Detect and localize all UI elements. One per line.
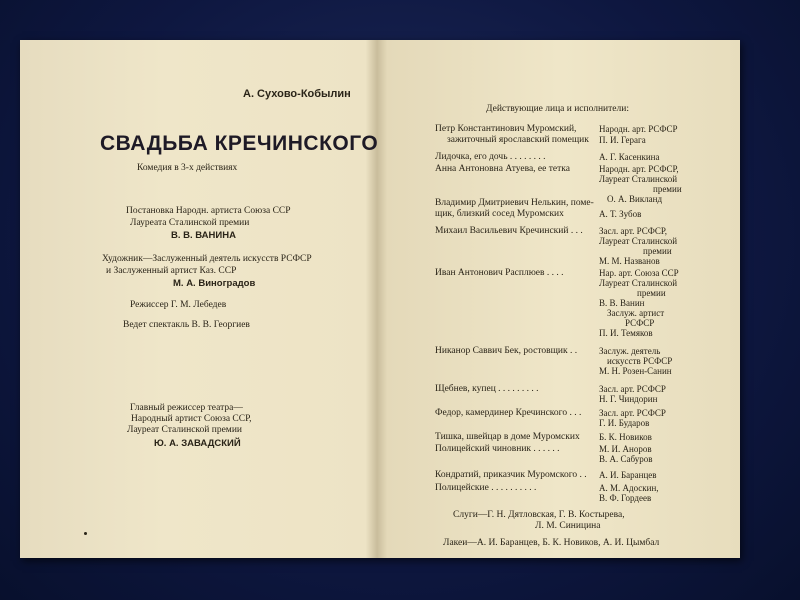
role-tishka: Тишка, швейцар в доме Муромских [435,432,580,442]
chief-line-1: Главный режиссер театра— [130,403,243,413]
role-muromsky-1: Петр Константинович Муромский, [435,124,577,134]
perf-fedor-2: Г. И. Бударов [599,418,650,428]
perf-atueva-1: Народн. арт. РСФСР, [599,164,679,174]
perf-krechinsky-4: М. М. Названов [599,256,660,266]
right-page [377,40,740,558]
role-nelkin-1: Владимир Дмитриевич Нелькин, поме- [435,198,594,208]
role-muromsky-2: зажиточный ярославский помещик [447,135,589,145]
conductor-line: Ведет спектакль В. В. Георгиев [123,320,250,330]
role-chinovnik: Полицейский чиновник . . . . . . [435,444,560,454]
perf-bek-3: М. Н. Розен-Санин [599,366,672,376]
perf-bek-2: искусств РСФСР [607,356,673,366]
perf-nelkin: А. Т. Зубов [599,209,642,219]
chief-line-2: Народный артист Союза ССР, [131,414,252,424]
perf-politseiskie-1: А. М. Адоскин, [599,483,659,493]
perf-raspluev-6: РСФСР [625,318,655,328]
perf-schebnev-1: Засл. арт. РСФСР [599,384,666,394]
ink-dot [84,532,87,535]
role-raspluev: Иван Антонович Расплюев . . . . [435,268,564,278]
perf-raspluev-5: Заслуж. артист [607,308,665,318]
perf-krechinsky-3: премии [643,246,672,256]
left-page [20,40,379,558]
perf-atueva-4: О. А. Викланд [607,194,663,204]
lackeys-line: Лакеи—А. И. Баранцев, Б. К. Новиков, А. И. Цымбал [443,538,660,548]
artist-name: М. А. Виноградов [173,278,256,289]
perf-schebnev-2: Н. Г. Чиндорин [599,394,658,404]
servants-line-2: Л. М. Синицина [535,521,601,531]
role-schebnev: Щебнев, купец . . . . . . . . . [435,384,539,394]
role-lidochka: Лидочка, его дочь . . . . . . . . [435,152,546,162]
perf-raspluev-3: премии [637,288,666,298]
perf-raspluev-1: Нар. арт. Союза ССР [599,268,679,278]
role-atueva: Анна Антоновна Атуева, ее тетка [435,164,570,174]
perf-chinovnik-1: М. И. Аноров [599,444,652,454]
play-subtitle: Комедия в 3-х действиях [137,163,238,173]
director-line: Режиссер Г. М. Лебедев [130,300,227,310]
staging-name: В. В. ВАНИНА [171,230,236,241]
role-politseiskie: Полицейские . . . . . . . . . . [435,483,537,493]
perf-muromsky-1: Народн. арт. РСФСР [599,124,678,134]
perf-kondraty: А. И. Баранцев [599,470,657,480]
perf-raspluev-2: Лауреат Сталинской [599,278,678,288]
perf-krechinsky-2: Лауреат Сталинской [599,236,678,246]
role-fedor: Федор, камердинер Кречинского . . . [435,408,582,418]
servants-line-1: Слуги—Г. Н. Дятловская, Г. В. Костырева, [453,510,625,520]
chief-line-3: Лауреат Сталинской премии [127,425,242,435]
perf-atueva-3: премии [653,184,682,194]
role-nelkin-2: щик, близкий сосед Муромских [435,209,564,219]
perf-krechinsky-1: Засл. арт. РСФСР, [599,226,667,236]
perf-chinovnik-2: В. А. Сабуров [599,454,653,464]
perf-politseiskie-2: В. Ф. Гордеев [599,493,652,503]
cast-heading: Действующие лица и исполнители: [486,104,629,114]
perf-fedor-1: Засл. арт. РСФСР [599,408,666,418]
perf-lidochka: А. Г. Касенкина [599,152,660,162]
play-title: СВАДЬБА КРЕЧИНСКОГО [100,132,379,155]
perf-tishka: Б. К. Новиков [599,432,652,442]
perf-muromsky-2: П. И. Герага [599,135,646,145]
artist-line-1: Художник—Заслуженный деятель искусств РСФСР [102,254,312,264]
staging-line-2: Лауреата Сталинской премии [130,218,250,228]
role-krechinsky: Михаил Васильевич Кречинский . . . [435,226,583,236]
chief-name: Ю. А. ЗАВАДСКИЙ [154,438,241,449]
perf-raspluev-7: П. И. Темяков [599,328,653,338]
role-bek: Никанор Саввич Бек, ростовщик . . [435,346,578,356]
author-name: А. Сухово-Кобылин [243,88,351,100]
staging-line-1: Постановка Народн. артиста Союза ССР [126,206,291,216]
perf-raspluev-4: В. В. Ванин [599,298,645,308]
perf-atueva-2: Лауреат Сталинской [599,174,678,184]
perf-bek-1: Заслуж. деятель [599,346,661,356]
artist-line-2: и Заслуженный артист Каз. ССР [106,266,237,276]
role-kondraty: Кондратий, приказчик Муромского . . [435,470,587,480]
